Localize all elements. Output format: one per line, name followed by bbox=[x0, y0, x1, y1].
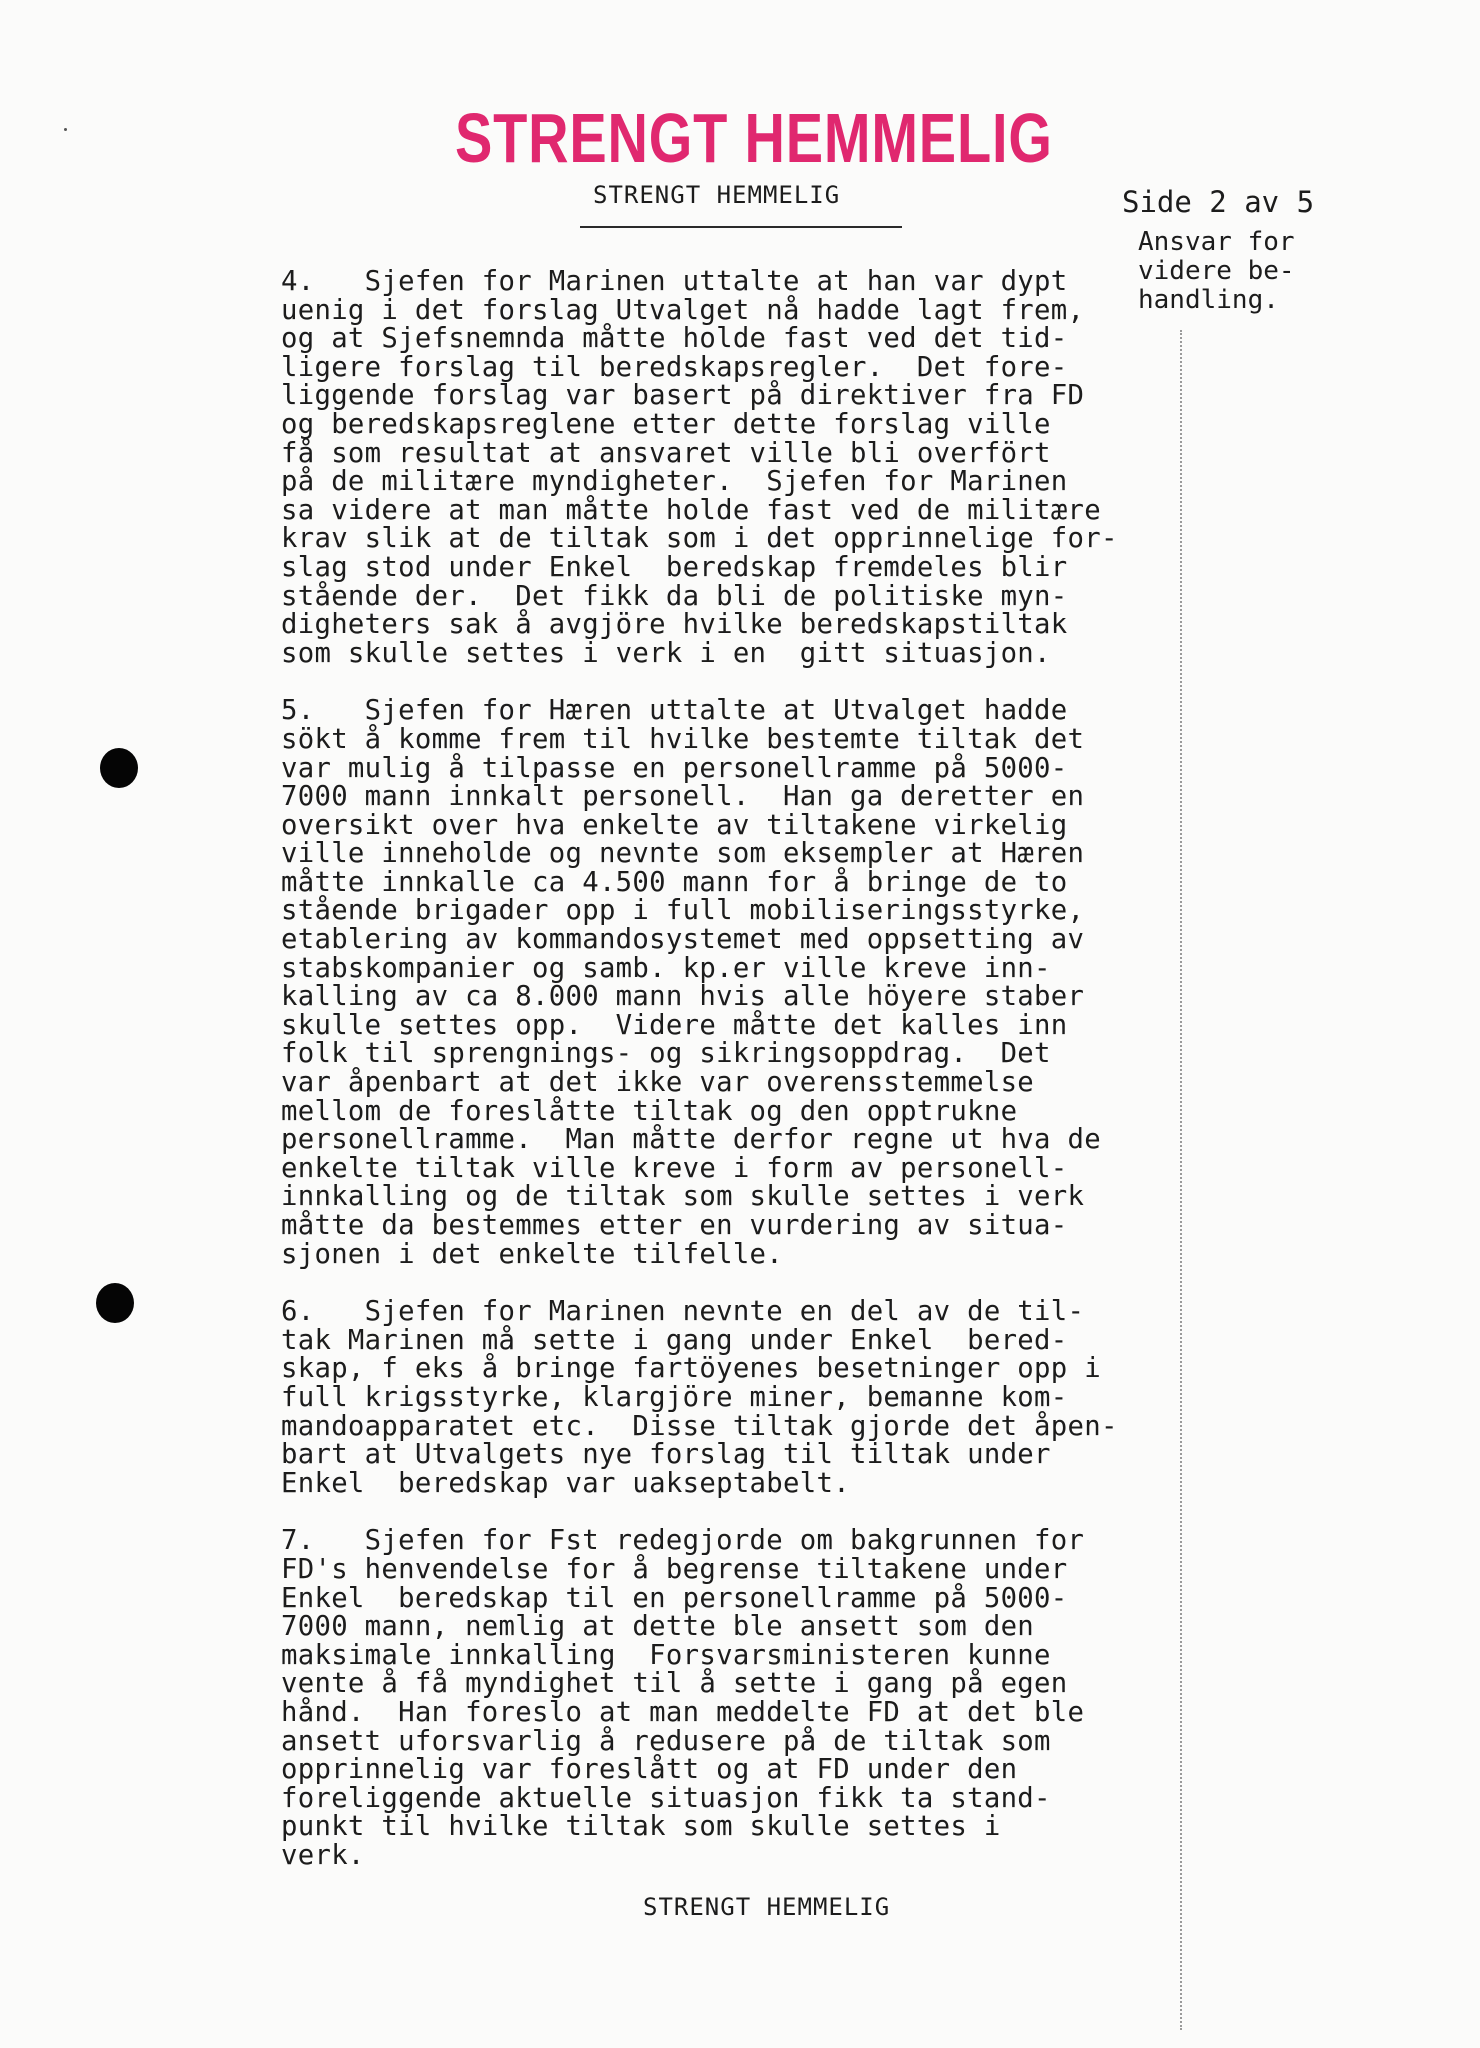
text-line: på de militære myndigheter. Sjefen for Marinen bbox=[281, 466, 1068, 498]
margin-note bbox=[1138, 228, 1295, 315]
paragraph-6 bbox=[281, 1298, 1151, 1498]
text-line: enkelte tiltak ville kreve i form av personell- bbox=[281, 1152, 1068, 1184]
text-line: tak Marinen må sette i gang under Enkel bered- bbox=[281, 1324, 1068, 1356]
text-line: og at Sjefsnemnda måtte holde fast ved det tid- bbox=[281, 323, 1068, 355]
text-line: få som resultat at ansvaret ville bli overfört bbox=[281, 437, 1051, 469]
text-line: foreliggende aktuelle situasjon fikk ta stand- bbox=[281, 1782, 1051, 1814]
text-line: ligere forslag til beredskapsregler. Det fore- bbox=[281, 351, 1068, 383]
text-line: Enkel beredskap var uakseptabelt. bbox=[281, 1467, 850, 1499]
paper-speck bbox=[64, 128, 67, 131]
text-line: stående brigader opp i full mobiliseringsstyrke, bbox=[281, 895, 1085, 927]
text-line: kalling av ca 8.000 mann hvis alle höyere staber bbox=[281, 981, 1085, 1013]
text-line: folk til sprengnings- og sikringsoppdrag. Det bbox=[281, 1038, 1051, 1070]
paragraph-7 bbox=[281, 1527, 1151, 1870]
text-line: ansett uforsvarlig å redusere på de tiltak som bbox=[281, 1725, 1051, 1757]
classification-header: STRENGT HEMMELIG bbox=[593, 181, 841, 209]
text-line: verk. bbox=[281, 1839, 365, 1871]
text-line: full krigsstyrke, klargjöre miner, bemanne kom- bbox=[281, 1381, 1068, 1413]
text-line: hånd. Han foreslo at man meddelte FD at det ble bbox=[281, 1696, 1085, 1728]
text-line: opprinnelig var foreslått og at FD under den bbox=[281, 1754, 1018, 1786]
text-line: stabskompanier og samb. kp.er ville kreve inn- bbox=[281, 952, 1051, 984]
margin-rule bbox=[1180, 330, 1183, 2030]
text-line: og beredskapsreglene etter dette forslag ville bbox=[281, 408, 1051, 440]
text-line: mandoapparatet etc. Disse tiltak gjorde det åpen- bbox=[281, 1410, 1118, 1442]
text-line: liggende forslag var basert på direktiver fra FD bbox=[281, 380, 1085, 412]
text-line: skap, f eks å bringe fartöyenes besetninger opp i bbox=[281, 1353, 1101, 1385]
text-line: personellramme. Man måtte derfor regne ut hva de bbox=[281, 1124, 1101, 1156]
text-line: innkalling og de tiltak som skulle settes i verk bbox=[281, 1181, 1085, 1213]
punch-hole bbox=[100, 748, 138, 788]
text-line: sjonen i det enkelte tilfelle. bbox=[281, 1238, 784, 1270]
text-line: punkt til hvilke tiltak som skulle settes i bbox=[281, 1811, 1001, 1843]
paragraph-5 bbox=[281, 697, 1151, 1269]
text-line: som skulle settes i verk i en gitt situasjon. bbox=[281, 637, 1051, 669]
text-line: ville inneholde og nevnte som eksempler at Hæren bbox=[281, 838, 1085, 870]
text-line: sökt å komme frem til hvilke bestemte tiltak det bbox=[281, 723, 1085, 755]
text-line: etablering av kommandosystemet med oppsetting av bbox=[281, 924, 1085, 956]
text-line: oversikt over hva enkelte av tiltakene virkelig bbox=[281, 809, 1068, 841]
margin-note-line: videre be- bbox=[1138, 256, 1295, 286]
text-line: maksimale innkalling Forsvarsministeren kunne bbox=[281, 1639, 1051, 1671]
text-line: stående der. Det fikk da bli de politiske myn- bbox=[281, 580, 1068, 612]
text-line: krav slik at de tiltak som i det opprinnelige for- bbox=[281, 523, 1118, 555]
classification-footer: STRENGT HEMMELIG bbox=[643, 1893, 891, 1921]
text-line: uenig i det forslag Utvalget nå hadde lagt frem, bbox=[281, 294, 1085, 326]
text-line: bart at Utvalgets nye forslag til tiltak under bbox=[281, 1439, 1051, 1471]
text-line: 4. Sjefen for Marinen uttalte at han var dypt bbox=[281, 266, 1068, 297]
text-line: slag stod under Enkel beredskap fremdeles blir bbox=[281, 551, 1068, 583]
punch-hole bbox=[96, 1283, 134, 1323]
margin-note-line: Ansvar for bbox=[1138, 227, 1295, 257]
text-line: måtte innkalle ca 4.500 mann for å bringe de to bbox=[281, 866, 1068, 898]
text-line: måtte da bestemmes etter en vurdering av situa- bbox=[281, 1210, 1068, 1241]
text-line: 7. Sjefen for Fst redegjorde om bakgrunnen for bbox=[281, 1525, 1085, 1557]
page-indicator: Side 2 av 5 bbox=[1122, 185, 1315, 219]
text-line: 6. Sjefen for Marinen nevnte en del av de til- bbox=[281, 1296, 1085, 1328]
text-line: mellom de foreslåtte tiltak og den opptrukne bbox=[281, 1095, 1018, 1127]
text-line: 5. Sjefen for Hæren uttalte at Utvalget hadde bbox=[281, 695, 1068, 727]
margin-note-line: handling. bbox=[1138, 285, 1279, 315]
document-body bbox=[281, 268, 1151, 1899]
text-line: skulle settes opp. Videre måtte det kalles inn bbox=[281, 1009, 1068, 1041]
text-line: vente å få myndighet til å sette i gang på egen bbox=[281, 1668, 1068, 1700]
text-line: FD's henvendelse for å begrense tiltakene under bbox=[281, 1553, 1068, 1585]
text-line: digheters sak å avgjöre hvilke beredskapstiltak bbox=[281, 609, 1068, 641]
header-underline bbox=[580, 226, 902, 228]
text-line: sa videre at man måtte holde fast ved de militære bbox=[281, 494, 1101, 526]
text-line: Enkel beredskap til en personellramme på 5000- bbox=[281, 1582, 1068, 1614]
text-line: 7000 mann, nemlig at dette ble ansett som den bbox=[281, 1611, 1035, 1643]
paragraph-4 bbox=[281, 268, 1151, 668]
text-line: 7000 mann innkalt personell. Han ga deretter en bbox=[281, 781, 1085, 813]
text-line: var åpenbart at det ikke var overensstemmelse bbox=[281, 1067, 1035, 1099]
text-line: var mulig å tilpasse en personellramme på 5000- bbox=[281, 752, 1068, 784]
classification-stamp: STRENGT HEMMELIG bbox=[455, 99, 1053, 177]
